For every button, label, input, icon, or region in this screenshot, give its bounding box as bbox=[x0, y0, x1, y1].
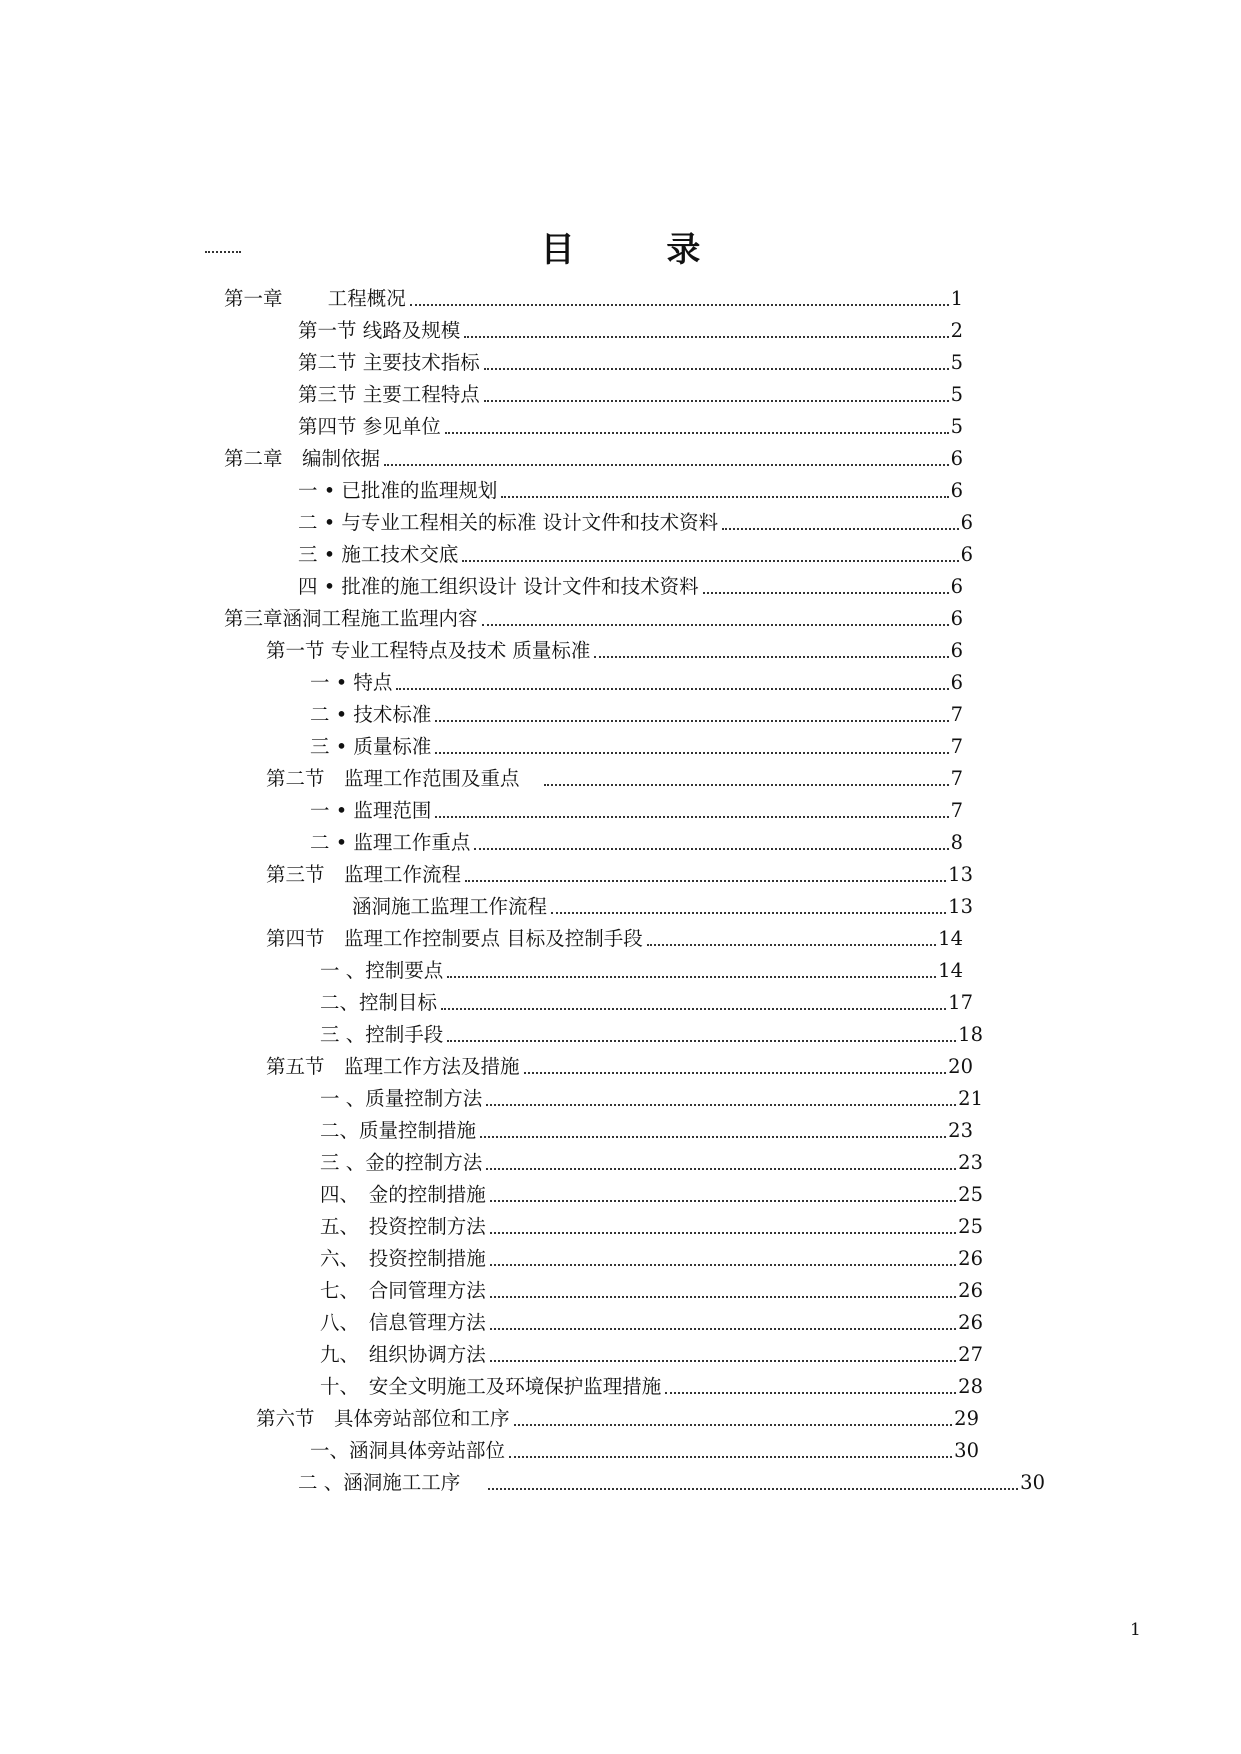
toc-entry[interactable] bbox=[298, 376, 963, 408]
toc-entry-page: 7 bbox=[950, 735, 963, 758]
toc-entry-label: 第四节 参见单位 bbox=[298, 415, 441, 438]
dot-leader bbox=[551, 911, 946, 914]
toc-entry[interactable] bbox=[298, 568, 963, 600]
toc-entry[interactable] bbox=[298, 344, 963, 376]
dot-leader bbox=[482, 623, 949, 626]
toc-entry-label: 一 • 已批准的监理规划 bbox=[298, 479, 498, 502]
toc-entry[interactable] bbox=[266, 1048, 973, 1080]
toc-entry[interactable] bbox=[320, 1208, 983, 1240]
page-title: 目 录 bbox=[540, 230, 741, 270]
toc-entry[interactable] bbox=[320, 1240, 983, 1272]
toc-entry[interactable] bbox=[320, 1368, 983, 1400]
toc-entry[interactable] bbox=[320, 984, 973, 1016]
dot-leader bbox=[384, 463, 949, 466]
toc-entry[interactable] bbox=[310, 696, 963, 728]
toc-entry-label: 二 • 监理工作重点 bbox=[310, 831, 471, 854]
toc-entry-label: 三 、金的控制方法 bbox=[320, 1151, 483, 1174]
toc-entry-label: 第一节 专业工程特点及技术 质量标准 bbox=[266, 639, 591, 662]
toc-entry-label: 一 • 特点 bbox=[310, 671, 393, 694]
toc-entry-page: 8 bbox=[950, 831, 963, 854]
toc-entry-label: 九、 组织协调方法 bbox=[320, 1343, 486, 1366]
toc-entry-page: 6 bbox=[950, 479, 963, 502]
toc-entry-page: 6 bbox=[960, 511, 973, 534]
dot-leader bbox=[490, 1327, 956, 1330]
toc-entry-page: 6 bbox=[950, 671, 963, 694]
toc-entry-label: 第二节 监理工作范围及重点 bbox=[266, 767, 520, 790]
toc-entry-page: 25 bbox=[958, 1183, 983, 1206]
dot-leader bbox=[488, 1487, 1018, 1490]
dot-leader bbox=[544, 783, 949, 786]
toc-entry-label: 第五节 监理工作方法及措施 bbox=[266, 1055, 520, 1078]
toc-entry-label: 七、 合同管理方法 bbox=[320, 1279, 486, 1302]
dot-leader bbox=[490, 1295, 956, 1298]
toc-entry-page: 5 bbox=[950, 383, 963, 406]
dot-leader bbox=[486, 1103, 956, 1106]
dot-leader bbox=[594, 655, 948, 658]
toc-entry[interactable] bbox=[266, 920, 963, 952]
toc-entry-page: 13 bbox=[948, 863, 973, 886]
toc-entry-label: 一 、质量控制方法 bbox=[320, 1087, 483, 1110]
toc-entry-page: 23 bbox=[948, 1119, 973, 1142]
toc-entry-label: 涵洞施工监理工作流程 bbox=[352, 895, 548, 918]
toc-entry-page: 6 bbox=[950, 447, 963, 470]
dot-leader bbox=[396, 687, 948, 690]
dot-leader bbox=[490, 1231, 956, 1234]
toc-entry-page: 7 bbox=[950, 767, 963, 790]
toc-entry-label: 二 • 与专业工程相关的标准 设计文件和技术资料 bbox=[298, 511, 719, 534]
toc-entry-label: 二 、涵洞施工工序 bbox=[298, 1471, 461, 1494]
toc-entry-label: 五、 投资控制方法 bbox=[320, 1215, 486, 1238]
toc-entry-page: 14 bbox=[938, 959, 963, 982]
toc-entry-label: 第六节 具体旁站部位和工序 bbox=[256, 1407, 510, 1430]
toc-entry-label: 第三节 监理工作流程 bbox=[266, 863, 462, 886]
toc-entry-label: 四 • 批准的施工组织设计 设计文件和技术资料 bbox=[298, 575, 699, 598]
dot-leader bbox=[524, 1071, 947, 1074]
toc-entry-page: 21 bbox=[958, 1087, 983, 1110]
toc-entry-page: 26 bbox=[958, 1311, 983, 1334]
dot-leader bbox=[647, 943, 936, 946]
toc-entry-label: 一、涵洞具体旁站部位 bbox=[310, 1439, 506, 1462]
dot-leader bbox=[447, 975, 936, 978]
toc-entry-page: 20 bbox=[948, 1055, 973, 1078]
toc-entry[interactable] bbox=[320, 1144, 983, 1176]
toc-entry-page: 30 bbox=[954, 1439, 979, 1462]
toc-entry-label: 第一节 线路及规模 bbox=[298, 319, 461, 342]
toc-entry-page: 25 bbox=[958, 1215, 983, 1238]
toc-entry-page: 6 bbox=[950, 607, 963, 630]
dot-leader bbox=[410, 303, 949, 306]
page-number: 1 bbox=[1130, 1620, 1141, 1640]
toc-entry-page: 1 bbox=[950, 287, 963, 310]
toc-entry[interactable] bbox=[320, 1176, 983, 1208]
dot-leader bbox=[509, 1455, 952, 1458]
toc-entry[interactable] bbox=[320, 1272, 983, 1304]
toc-entry-label: 三 • 施工技术交底 bbox=[298, 543, 459, 566]
dot-leader bbox=[435, 751, 948, 754]
dot-leader bbox=[447, 1039, 956, 1042]
toc-entry[interactable] bbox=[266, 632, 963, 664]
toc-entry[interactable] bbox=[224, 280, 963, 312]
toc-entry[interactable] bbox=[310, 1432, 979, 1464]
toc-entry-page: 5 bbox=[950, 415, 963, 438]
toc-entry[interactable] bbox=[320, 1112, 973, 1144]
toc-entry-page: 6 bbox=[950, 575, 963, 598]
dot-leader bbox=[703, 591, 949, 594]
toc-entry-page: 18 bbox=[958, 1023, 983, 1046]
dot-leader bbox=[490, 1199, 956, 1202]
toc-entry[interactable] bbox=[320, 952, 963, 984]
dot-leader bbox=[474, 847, 948, 850]
toc-entry-page: 2 bbox=[950, 319, 963, 342]
toc-entry-label: 第三章涵洞工程施工监理内容 bbox=[224, 607, 478, 630]
toc-entry[interactable] bbox=[320, 1304, 983, 1336]
toc-entry-page: 7 bbox=[950, 799, 963, 822]
toc-entry-page: 6 bbox=[960, 543, 973, 566]
dot-leader bbox=[441, 1007, 946, 1010]
toc-entry-page: 13 bbox=[948, 895, 973, 918]
toc-entry[interactable] bbox=[320, 1336, 983, 1368]
toc-entry-label: 一 • 监理范围 bbox=[310, 799, 432, 822]
toc-entry[interactable] bbox=[224, 440, 963, 472]
toc-entry[interactable] bbox=[298, 1464, 1045, 1496]
toc-entry[interactable] bbox=[310, 664, 963, 696]
toc-entry-page: 6 bbox=[950, 639, 963, 662]
toc-entry[interactable] bbox=[224, 600, 963, 632]
toc-entry-label: 十、 安全文明施工及环境保护监理措施 bbox=[320, 1375, 662, 1398]
toc-entry-page: 23 bbox=[958, 1151, 983, 1174]
dot-leader bbox=[435, 719, 948, 722]
toc-entry-page: 28 bbox=[958, 1375, 983, 1398]
toc-entry-label: 二、质量控制措施 bbox=[320, 1119, 477, 1142]
toc-entry-label: 二、控制目标 bbox=[320, 991, 438, 1014]
toc-entry[interactable] bbox=[266, 760, 963, 792]
dot-leader bbox=[665, 1391, 956, 1394]
toc-entry-page: 27 bbox=[958, 1343, 983, 1366]
dot-leader bbox=[501, 495, 948, 498]
toc-entry[interactable] bbox=[298, 472, 963, 504]
toc-entry-label: 第二章 编制依据 bbox=[224, 447, 381, 470]
toc-entry-label: 三 、控制手段 bbox=[320, 1023, 444, 1046]
toc-entry-label: 二 • 技术标准 bbox=[310, 703, 432, 726]
toc-entry[interactable] bbox=[266, 856, 973, 888]
toc-entry[interactable] bbox=[352, 888, 973, 920]
toc-entry-label: 六、 投资控制措施 bbox=[320, 1247, 486, 1270]
toc-entry[interactable] bbox=[310, 728, 963, 760]
dot-leader bbox=[490, 1263, 956, 1266]
toc-entry[interactable] bbox=[298, 504, 973, 536]
toc-entry[interactable] bbox=[310, 792, 963, 824]
dot-leader bbox=[486, 1167, 956, 1170]
toc-entry-label: 一 、控制要点 bbox=[320, 959, 444, 982]
toc-entry-label: 第二节 主要技术指标 bbox=[298, 351, 480, 374]
toc-entry[interactable] bbox=[298, 536, 973, 568]
dot-leader bbox=[445, 431, 949, 434]
toc-entry-page: 14 bbox=[938, 927, 963, 950]
toc-entry-page: 7 bbox=[950, 703, 963, 726]
toc-entry-page: 26 bbox=[958, 1247, 983, 1270]
dot-leader bbox=[722, 527, 958, 530]
toc-entry[interactable] bbox=[256, 1400, 979, 1432]
dot-leader bbox=[514, 1423, 953, 1426]
toc-entry-label: 三 • 质量标准 bbox=[310, 735, 432, 758]
toc-entry[interactable] bbox=[310, 824, 963, 856]
toc-entry-label: 八、 信息管理方法 bbox=[320, 1311, 486, 1334]
toc-entry-page: 30 bbox=[1020, 1471, 1045, 1494]
toc-entry[interactable] bbox=[298, 312, 963, 344]
toc-entry-label: 第一章 工程概况 bbox=[224, 287, 406, 310]
dot-leader bbox=[435, 815, 948, 818]
toc-entry-page: 17 bbox=[948, 991, 973, 1014]
dot-leader bbox=[465, 879, 946, 882]
toc-entry-page: 29 bbox=[954, 1407, 979, 1430]
toc-entry[interactable] bbox=[320, 1080, 983, 1112]
toc-entry-label: 第四节 监理工作控制要点 目标及控制手段 bbox=[266, 927, 643, 950]
dot-leader bbox=[484, 367, 949, 370]
dot-leader bbox=[462, 559, 958, 562]
dot-leader bbox=[484, 399, 949, 402]
toc-entry-page: 5 bbox=[950, 351, 963, 374]
toc-entry-page: 26 bbox=[958, 1279, 983, 1302]
dot-leader bbox=[464, 335, 948, 338]
dot-leader bbox=[490, 1359, 956, 1362]
toc-entry[interactable] bbox=[320, 1016, 983, 1048]
toc-entry-label: 第三节 主要工程特点 bbox=[298, 383, 480, 406]
dot-leader bbox=[480, 1135, 946, 1138]
toc-entry-label: 四、 金的控制措施 bbox=[320, 1183, 486, 1206]
toc-entry[interactable] bbox=[298, 408, 963, 440]
dotted-mark bbox=[205, 251, 241, 253]
